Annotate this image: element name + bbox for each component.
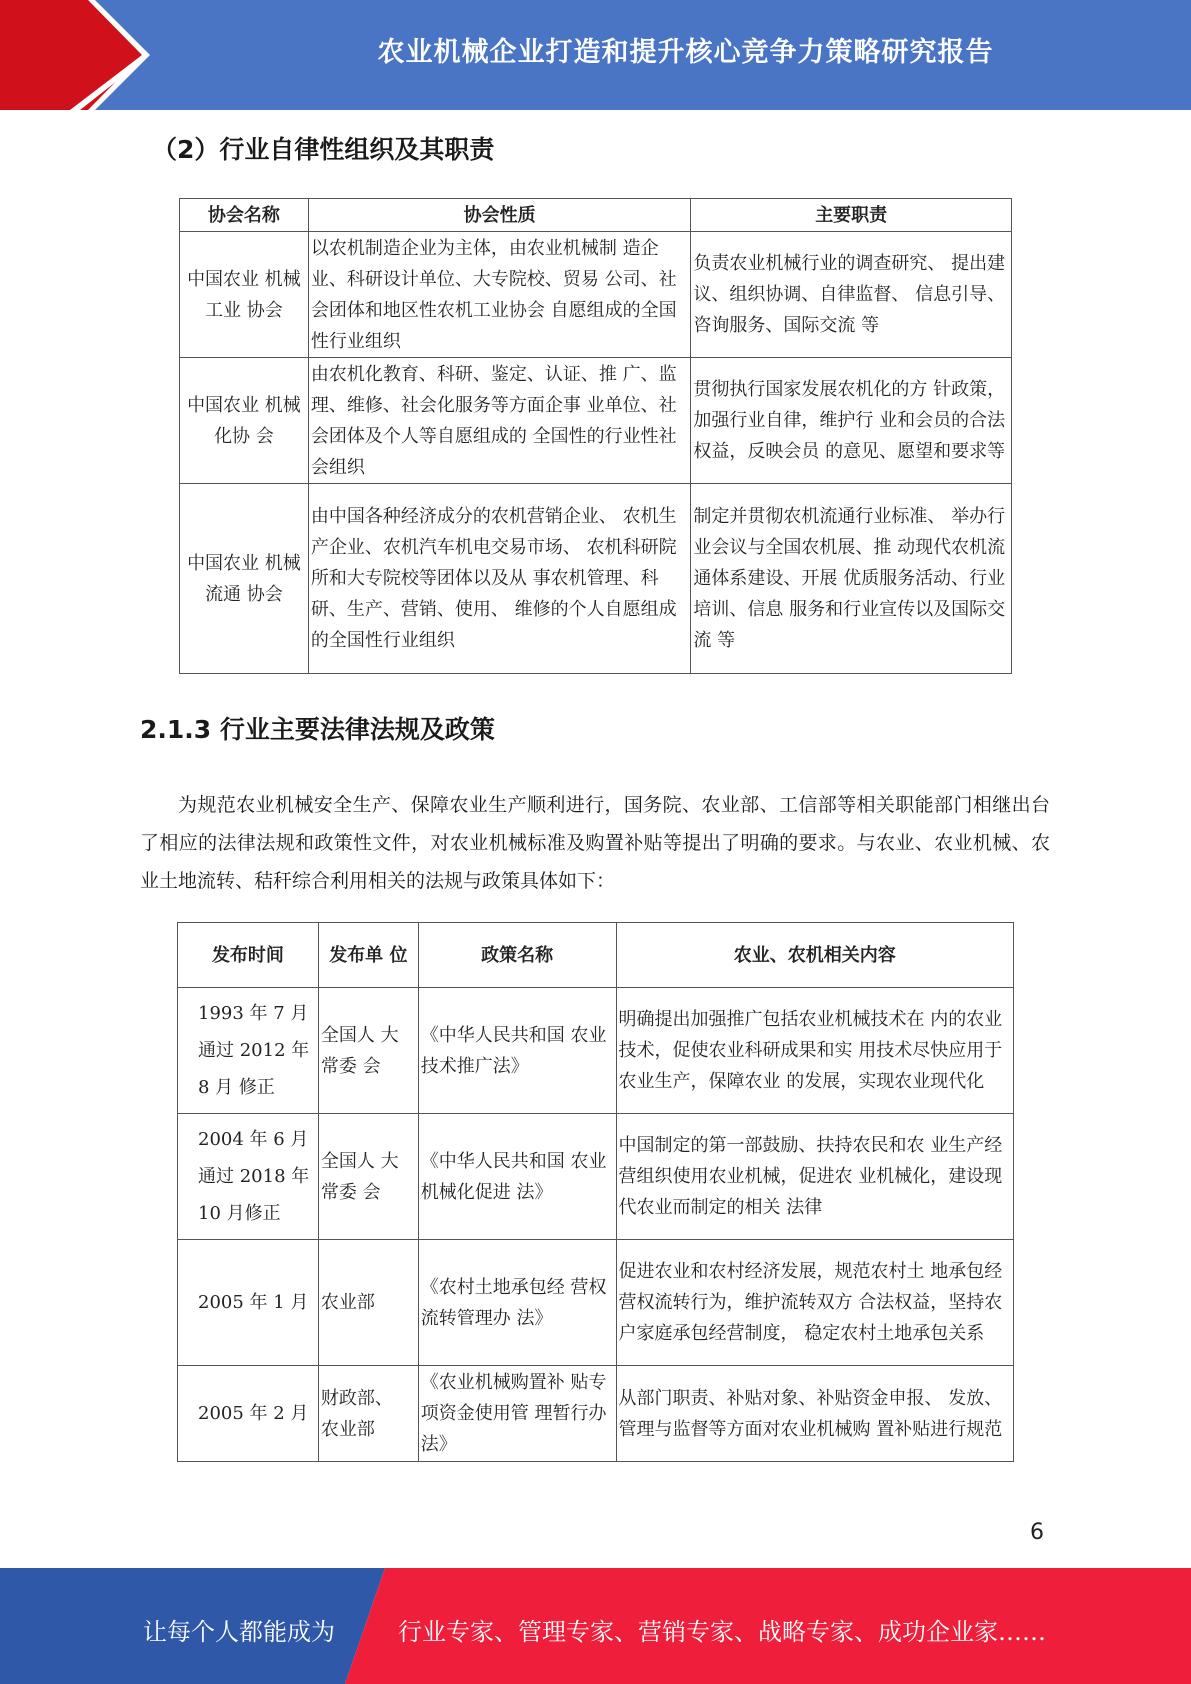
release-date: 2005 年 2 月	[178, 1366, 319, 1462]
association-nature: 由中国各种经济成分的农机营销企业、 农机生产企业、农机汽车机电交易市场、 农机科研院所和大专院校等团体以及从 事农机管理、科研、生产、营销、使用、 维修的个人自愿组成的全国性行业组织	[308, 484, 691, 674]
release-date	[178, 1114, 319, 1240]
table-row	[180, 484, 1012, 674]
table-row	[178, 988, 1014, 1114]
release-date	[178, 988, 319, 1114]
policy-name: 《农村土地承包经 营权流转管理办 法》	[418, 1240, 616, 1366]
policy-name: 《农业机械购置补 贴专项资金使用管 理暂行办法》	[418, 1366, 616, 1462]
association-name: 中国农业 机械流通 协会	[180, 484, 309, 674]
body-paragraph: 为规范农业机械安全生产、保障农业生产顺利进行，国务院、农业部、工信部等相关职能部门相继出台了相应的法律法规和政策性文件，对农业机械标准及购置补贴等提出了明确的要求。与农业、农业机械、农业土地流转、秸秆综合利用相关的法规与政策具体如下：	[140, 794, 1050, 892]
policy-name: 《中华人民共和国 农业技术推广法》	[418, 988, 616, 1114]
column-header: 主要职责	[691, 199, 1012, 232]
section-heading: 2.1.3 行业主要法律法规及政策	[140, 715, 495, 744]
association-name: 中国农业 机械工业 协会	[180, 232, 309, 358]
column-header: 政策名称	[418, 923, 616, 988]
table-row	[178, 1240, 1014, 1366]
issuing-unit: 全国人 大常委 会	[318, 1114, 418, 1240]
footer-band	[0, 1568, 1191, 1684]
page-number: 6	[1030, 1520, 1044, 1545]
policy-table	[177, 922, 1014, 1462]
column-header: 协会性质	[308, 199, 691, 232]
association-nature: 由农机化教育、科研、鉴定、认证、推 广、监理、维修、社会化服务等方面企事 业单位、社会团体及个人等自愿组成的 全国性的行业性社会组织	[308, 358, 691, 484]
issuing-unit: 农业部	[318, 1240, 418, 1366]
association-nature: 以农机制造企业为主体，由农业机械制 造企业、科研设计单位、大专院校、贸易 公司、社会团体和地区性农机工业协会 自愿组成的全国性行业组织	[308, 232, 691, 358]
association-duty: 负责农业机械行业的调查研究、 提出建议、组织协调、自律监督、 信息引导、咨询服务、国际交流 等	[691, 232, 1012, 358]
table-header-row	[178, 923, 1014, 988]
policy-content: 明确提出加强推广包括农业机械技术在 内的农业技术，促使农业科研成果和实 用技术尽快应用于农业生产，保障农业 的发展，实现农业现代化	[616, 988, 1013, 1114]
header-arrow-decoration	[0, 0, 150, 110]
column-header: 发布时间	[178, 923, 319, 988]
table-row	[178, 1366, 1014, 1462]
table-row	[180, 232, 1012, 358]
table-row	[180, 358, 1012, 484]
association-duty: 贯彻执行国家发展农机化的方 针政策，加强行业自律，维护行 业和会员的合法权益，反映会员 的意见、愿望和要求等	[691, 358, 1012, 484]
table-row	[178, 1114, 1014, 1240]
subsection-heading: （2）行业自律性组织及其职责	[152, 135, 495, 164]
policy-content: 从部门职责、补贴对象、补贴资金申报、 发放、管理与监督等方面对农业机械购 置补贴进行规范	[616, 1366, 1013, 1462]
table-header-row	[180, 199, 1012, 232]
footer-slogan-right: 行业专家、管理专家、营销专家、战略专家、成功企业家……	[398, 1618, 1046, 1646]
policy-content: 促进农业和农村经济发展，规范农村土 地承包经营权流转行为，维护流转双方 合法权益，坚持农户家庭承包经营制度， 稳定农村土地承包关系	[616, 1240, 1013, 1366]
header-band	[0, 0, 1191, 110]
issuing-unit: 财政部、 农业部	[318, 1366, 418, 1462]
association-table	[179, 198, 1012, 674]
association-duty: 制定并贯彻农机流通行业标准、 举办行业会议与全国农机展、推 动现代农机流通体系建设、开展 优质服务活动、行业培训、信息 服务和行业宣传以及国际交流 等	[691, 484, 1012, 674]
association-name: 中国农业 机械化协 会	[180, 358, 309, 484]
report-title: 农业机械企业打造和提升核心竞争力策略研究报告	[377, 37, 994, 68]
release-date-text: 2004 年 6 月 通过 2018 年 10 月修正	[198, 1129, 310, 1224]
release-date-text: 1993 年 7 月 通过 2012 年 8 月 修正	[198, 1003, 310, 1098]
column-header: 发布单 位	[318, 923, 418, 988]
column-header: 农业、农机相关内容	[616, 923, 1013, 988]
policy-name: 《中华人民共和国 农业机械化促进 法》	[418, 1114, 616, 1240]
issuing-unit: 全国人 大常委 会	[318, 988, 418, 1114]
column-header: 协会名称	[180, 199, 309, 232]
release-date: 2005 年 1 月	[178, 1240, 319, 1366]
policy-content: 中国制定的第一部鼓励、扶持农民和农 业生产经营组织使用农业机械，促进农 业机械化，建设现代农业而制定的相关 法律	[616, 1114, 1013, 1240]
footer-slogan-left: 让每个人都能成为	[143, 1618, 335, 1646]
